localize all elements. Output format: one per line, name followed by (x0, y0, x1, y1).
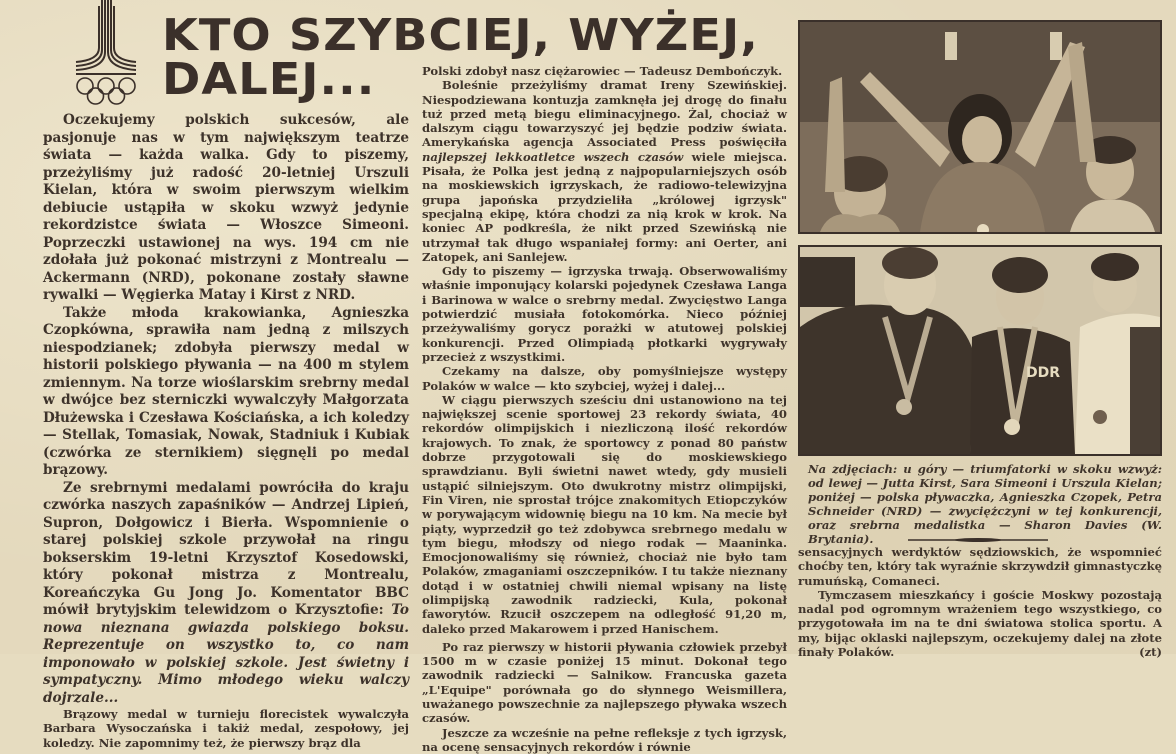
headline-line-2: DALEJ... (162, 54, 376, 105)
paragraph: Jeszcze za wcześnie na pełne refleksje z tych igrzysk, na ocenę sensacyjnych rekordów i równie (422, 725, 787, 754)
paragraph-text: wiele miejsca. Pisała, że Polka jest jedną z najpopularniejszych osób na moskiewskich igrzyskach, że radiowo-telewizyjna grupa japońska przydzieliła „królowej igrzysk" specjalną ekipę, która chodzi za nią krok w krok. Na koniec AP podkreśla, że nikt przed Szewińską nie utrzymał tak długo wspaniałej formy: ani Oerter, ani Zatopek, ani Sanlejew. (422, 149, 787, 264)
section-divider (908, 538, 1048, 542)
author-signature: (zt) (1139, 645, 1162, 660)
paragraph (422, 78, 787, 264)
paragraph (43, 480, 409, 708)
paragraph: Także młoda krakowianka, Agnieszka Czopkówna, sprawiła nam jedną z milszych niespodzianek; zdobyła pierwszy medal w historii polskiego pływania — na 400 m stylem zmiennym. Na torze wioślarskim srebrny medal w dwójce bez sterniczki wywalczyły Małgorzata Dłużewska i Czesława Kościańska, a ich koledzy — Stellak, Tomasiak, Nowak, Stadniuk i Kubiak (czwórka ze sternikiem) sięgnęli po medal brązowy. (43, 304, 409, 478)
paragraph: Polski zdobył nasz ciężarowiec — Tadeusz Dembończyk. (422, 64, 783, 78)
paragraph: Gdy to piszemy — igrzyska trwają. Obserwowaliśmy właśnie imponujący kolarski pojedynek Czesława Langa i Barinowa w walce o srebrny medal. Zwycięstwo Langa potwierdzić musiała fotokomórka. Nieco później przeżywaliśmy gorycz porażki w atutowej polskiej konkurencji. Przed Olimpiadą płotkarki wygrywały przecież z wszystkimi. (422, 264, 787, 364)
photo-caption: Na zdjęciach: u góry — triumfatorki w skoku wzwyż: od lewej — Jutta Kirst, Sara Simeoni i Urszula Kielan; poniżej — polska pływaczka, Agnieszka Czopek, Petra Schneider (NRD) — zwyciężczyni w tej konkurencji, oraz srebrna medalistka — Sharon Davies (W. Brytania). (808, 462, 1162, 546)
article-column-1 (43, 112, 409, 750)
quote-text: To nowa nieznana gwiazda polskiego boksu. Reprezentuje on wszystko to, co nam imponowało w polskiej szkole. Jest świetny i sympatyczny. Mimo młodego wieku walczy dojrzale... (43, 602, 409, 706)
paragraph (798, 588, 1162, 659)
paragraph-text: Boleśnie przeżyliśmy dramat Ireny Szewińskiej. Niespodziewana kontuzja zamknęła jej drogę do finału tuż przed metą biegu eliminacyjnego. Żal, chociaż w dalszym ciągu towarzyszyć jej będzie podziw świata. Amerykańska agencja Associated Press poświęciła (422, 78, 787, 150)
headline-line-1: KTO SZYBCIEJ, WYŻEJ, (162, 10, 759, 61)
paragraph: Oczekujemy polskich sukcesów, ale pasjonuje nas w tym największym teatrze świata — każda walka. Gdy to piszemy, przeżyliśmy już radość 20-letniej Urszuli Kielan, która w swoim pierwszym wielkim debiucie ustąpiła w skoku wzwyż jedynie rekordzistce świata — Włoszce Simeoni. Poprzeczki ustawionej na wys. 194 cm nie zdołała już pokonać mistrzyni z Montrealu — Ackermann (NRD), pokonane zostały sławne rywalki — Węgierka Matay i Kirst z NRD. (43, 112, 409, 303)
article-column-3 (798, 545, 1162, 659)
olympic-moscow-logo-icon (72, 0, 140, 108)
photo-high-jump-medalists (798, 20, 1162, 234)
paragraph: Po raz pierwszy w historii pływania człowiek przebył 1500 m w czasie poniżej 15 minut. Dokonał tego zawodnik radziecki — Salnikow. Francuska gazeta „L'Equipe" porównała go do słynnego Weismillera, uważanego powszechnie za najlepszego pływaka wszech czasów. (422, 639, 787, 726)
paragraph-text: Ze srebrnymi medalami powróciła do kraju czwórka naszych zapaśników — Andrzej Lipień, Supron, Dołgowicz i Bierła. Wspomnienie o starej polskiej szkole przywołał na ringu bokserskim 19-letni Krzysztof Kosedowski, który pokonał mistrza z Montrealu, Koreańczyka Gu Jong Jo. Komentator BBC mówił brytyjskim telewidzom o Krzysztofie: (43, 479, 409, 618)
article-column-2 (422, 64, 787, 754)
photo-illustration (800, 247, 1160, 454)
paragraph: sensacyjnych werdyktów sędziowskich, że wspomnieć choćby ten, który tak wyraźnie skrzywdził gimnastyczkę rumuńską, Comaneci. (798, 545, 1162, 588)
photo-swimming-medalists (798, 245, 1162, 456)
paragraph: Brązowy medal w turnieju florecistek wywalczyła Barbara Wysoczańska i takiż medal, zespołowy, jej koledzy. Nie zapomnimy też, że pierwszy brąz dla (43, 707, 409, 750)
jacket-text: DDR (1026, 365, 1061, 381)
photo-illustration (800, 22, 1160, 232)
paragraph-text: Tymczasem mieszkańcy i goście Moskwy pozostają nadal pod ogromnym wrażeniem tego wszystkiego, co przygotowała im na te dni światowa stolica sportu. A my, bijąc oklaski najlepszym, oczekujemy dalej na złote finały Polaków. (798, 587, 1162, 660)
emphasis-text: najlepszej lekkoatletce wszech czasów (422, 149, 684, 164)
paragraph: W ciągu pierwszych sześciu dni ustanowiono na tej największej scenie sportowej 23 rekordy świata, 40 rekordów olimpijskich i niezliczoną ilość rekordów krajowych. To znak, że sportowcy z ponad 80 państw dobrze przygotowali się do moskiewskiego sprawdzianu. Byli świetni nawet wtedy, gdy musieli ustąpić silniejszym. Oto dwukrotny mistrz olimpijski, Fin Viren, nie sprostał trójce znakomitych Etiopczyków w porywającym widownię biegu na 10 km. Na mecie był piąty, wyprzedził go też zdobywca srebrnego medalu w tym biegu, młodszy od niego rodak — Maaninka. Emocjonowaliśmy się również, chociaż nie było tam Polaków, zmaganiami oszczepników. I tu także nieznany dotąd i w ostatniej chwili niemal wpisany na listę olimpijską zawodnik radziecki, Kula, pokonał faworytów. Rzucił oszczepem na odległość 91,20 m, daleko przed Makarowem i przed Hanischem. (422, 392, 787, 636)
paragraph: Czekamy na dalsze, oby pomyślniejsze występy Polaków w walce — kto szybciej, wyżej i dalej... (422, 364, 787, 393)
